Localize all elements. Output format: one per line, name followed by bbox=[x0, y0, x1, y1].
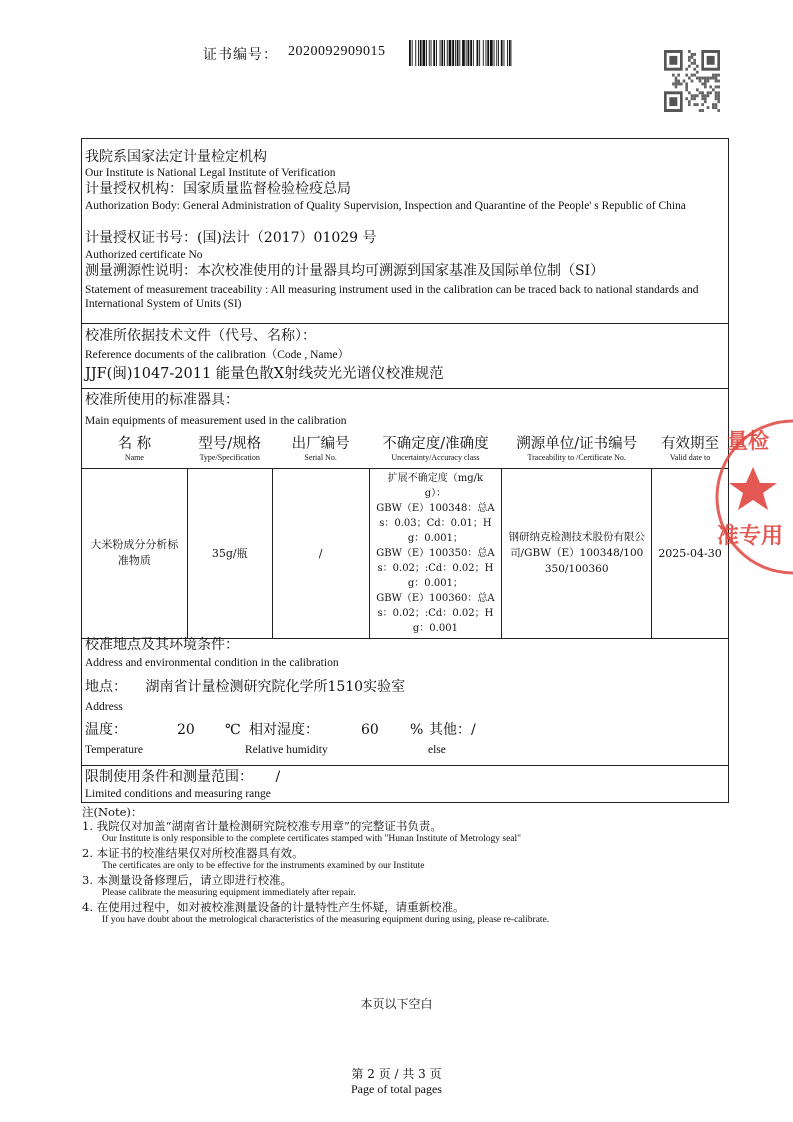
other-label-en: else bbox=[428, 744, 446, 756]
cell-serial: / bbox=[272, 468, 369, 638]
address-label-en: Address bbox=[85, 701, 123, 713]
column-header-uncertainty: 不确定度/准确度 Uncertainty/Accuracy class bbox=[382, 436, 489, 462]
limits-value: / bbox=[275, 769, 281, 785]
column-header-name: 名 称 Name bbox=[117, 436, 152, 462]
limits-title-en: Limited conditions and measuring range bbox=[85, 788, 271, 800]
notes-section bbox=[82, 805, 742, 927]
traceability-en: Statement of measurement traceability : All measuring instrument used in the calibration can be traced back to national standards and International System of Units (SI) bbox=[85, 284, 699, 310]
limits-title-cn: 限制使用条件和测量范围： bbox=[85, 769, 253, 785]
qr-code bbox=[664, 50, 720, 112]
reference-document: JJF(闽)1047-2011 能量色散X射线荧光光谱仪校准规范 bbox=[85, 366, 444, 382]
seal-text-bottom: 准专用 bbox=[717, 524, 784, 549]
reference-title-en: Reference documents of the calibration（Code , Name） bbox=[85, 349, 350, 361]
conditions-title-en: Address and environmental condition in the calibration bbox=[85, 657, 339, 669]
temperature-label: 温度： bbox=[85, 722, 127, 738]
certificate-number-label: 证书编号： bbox=[203, 47, 278, 63]
conditions-title-cn: 校准地点及其环境条件： bbox=[85, 637, 239, 653]
traceability-cn: 测量溯源性说明：本次校准使用的计量器具均可溯源到国家基准及国际单位制（SI） bbox=[85, 263, 605, 279]
note-3-en: Please calibrate the measuring equipment immediately after repair. bbox=[102, 888, 356, 898]
institute-cn: 我院系国家法定计量检定机构 bbox=[85, 149, 267, 165]
address-value: 湖南省计量检测研究院化学所1510实验室 bbox=[145, 679, 406, 695]
authorized-certificate-en: Authorized certificate No bbox=[85, 249, 203, 261]
other-label: 其他：/ bbox=[429, 722, 476, 738]
equipment-title-en: Main equipments of measurement used in the calibration bbox=[85, 415, 347, 427]
note-4-cn: 4. 在使用过程中，如对被校准测量设备的计量特性产生怀疑，请重新校准。 bbox=[82, 900, 465, 914]
authorization-body-en: Authorization Body: General Administration of Quality Supervision, Inspection and Quarantine of the People' s Republic of China bbox=[85, 200, 686, 212]
note-3-cn: 3. 本测量设备修理后，请立即进行校准。 bbox=[82, 873, 293, 887]
table-row bbox=[82, 468, 729, 638]
barcode bbox=[409, 40, 512, 66]
cell-type: 35g/瓶 bbox=[187, 468, 272, 638]
notes-title: 注(Note)： bbox=[82, 805, 143, 819]
address-line bbox=[85, 679, 724, 696]
divider bbox=[82, 323, 728, 324]
cell-name: 大米粉成分分析标准物质 bbox=[82, 468, 188, 638]
divider bbox=[82, 388, 728, 389]
cell-valid: 2025-04-30 bbox=[652, 468, 729, 638]
cell-traceability: 钢研纳克检测技术股份有限公司/GBW（E）100348/100350/100360 bbox=[502, 468, 652, 638]
seal-star bbox=[729, 467, 777, 510]
note-2-en: The certificates are only to be effective for the instruments examined by our Institute bbox=[102, 861, 425, 871]
page-number-cn: 第 2 页 / 共 3 页 bbox=[351, 1067, 442, 1081]
note-1-cn: 1. 我院仅对加盖“湖南省计量检测研究院校准专用章”的完整证书负责。 bbox=[82, 819, 442, 833]
environment-line bbox=[85, 722, 724, 739]
divider bbox=[82, 765, 728, 766]
equipment-title-cn: 校准所使用的标准器具： bbox=[85, 392, 239, 408]
certificate-frame bbox=[81, 138, 729, 803]
page-number-en: Page of total pages bbox=[351, 1082, 442, 1096]
limits-line bbox=[85, 769, 724, 786]
humidity-label: 相对湿度： bbox=[249, 722, 319, 738]
temperature-value: 20 bbox=[177, 722, 195, 738]
column-header-valid: 有效期至 Valid date to bbox=[661, 436, 720, 462]
cell-uncertainty: 扩展不确定度（mg/k g）： GBW（E）100348：总A s：0.03；Cd：0.01；H g：0.001； GBW（E）100350：总A s：0.02；:Cd：0.02；H g：0.001； GBW（E）100360：总A s：0.02；:Cd：0.02；H g：0.001 bbox=[369, 468, 502, 638]
environment-labels-en bbox=[85, 743, 724, 757]
humidity-unit: % bbox=[410, 722, 424, 738]
institute-en: Our Institute is National Legal Institute of Verification bbox=[85, 167, 336, 179]
humidity-label-en: Relative humidity bbox=[245, 744, 328, 756]
temperature-unit: ℃ bbox=[225, 722, 241, 738]
calibration-seal bbox=[713, 418, 793, 576]
humidity-value: 60 bbox=[361, 722, 379, 738]
column-header-traceability: 溯源单位/证书编号 Traceability to /Certificate No. bbox=[516, 436, 638, 462]
column-header-serial: 出厂编号 Serial No. bbox=[291, 436, 350, 462]
equipment-table bbox=[81, 436, 729, 639]
authorization-body-cn: 计量授权机构：国家质量监督检验检疫总局 bbox=[85, 181, 351, 197]
address-label: 地点： bbox=[85, 679, 127, 695]
seal-text-top: 量检 bbox=[727, 429, 769, 453]
blank-below-note: 本页以下空白 bbox=[360, 997, 433, 1011]
temperature-label-en: Temperature bbox=[85, 744, 143, 756]
note-4-en: If you have doubt about the metrological characteristics of the measuring equipment during using, please re-calibrate. bbox=[102, 915, 550, 925]
note-2-cn: 2. 本证书的校准结果仅对所校准器具有效。 bbox=[82, 846, 304, 860]
note-1-en: Our Institute is only responsible to the complete certificates stamped with "Hunan Institute of Metrology seal" bbox=[102, 834, 522, 844]
certificate-number: 2020092909015 bbox=[288, 44, 386, 59]
authorized-certificate-cn: 计量授权证书号：(国)法计（2017）01029 号 bbox=[85, 230, 377, 246]
reference-title-cn: 校准所依据技术文件（代号、名称）： bbox=[85, 328, 316, 344]
column-header-type: 型号/规格 Type/Specification bbox=[198, 436, 262, 462]
